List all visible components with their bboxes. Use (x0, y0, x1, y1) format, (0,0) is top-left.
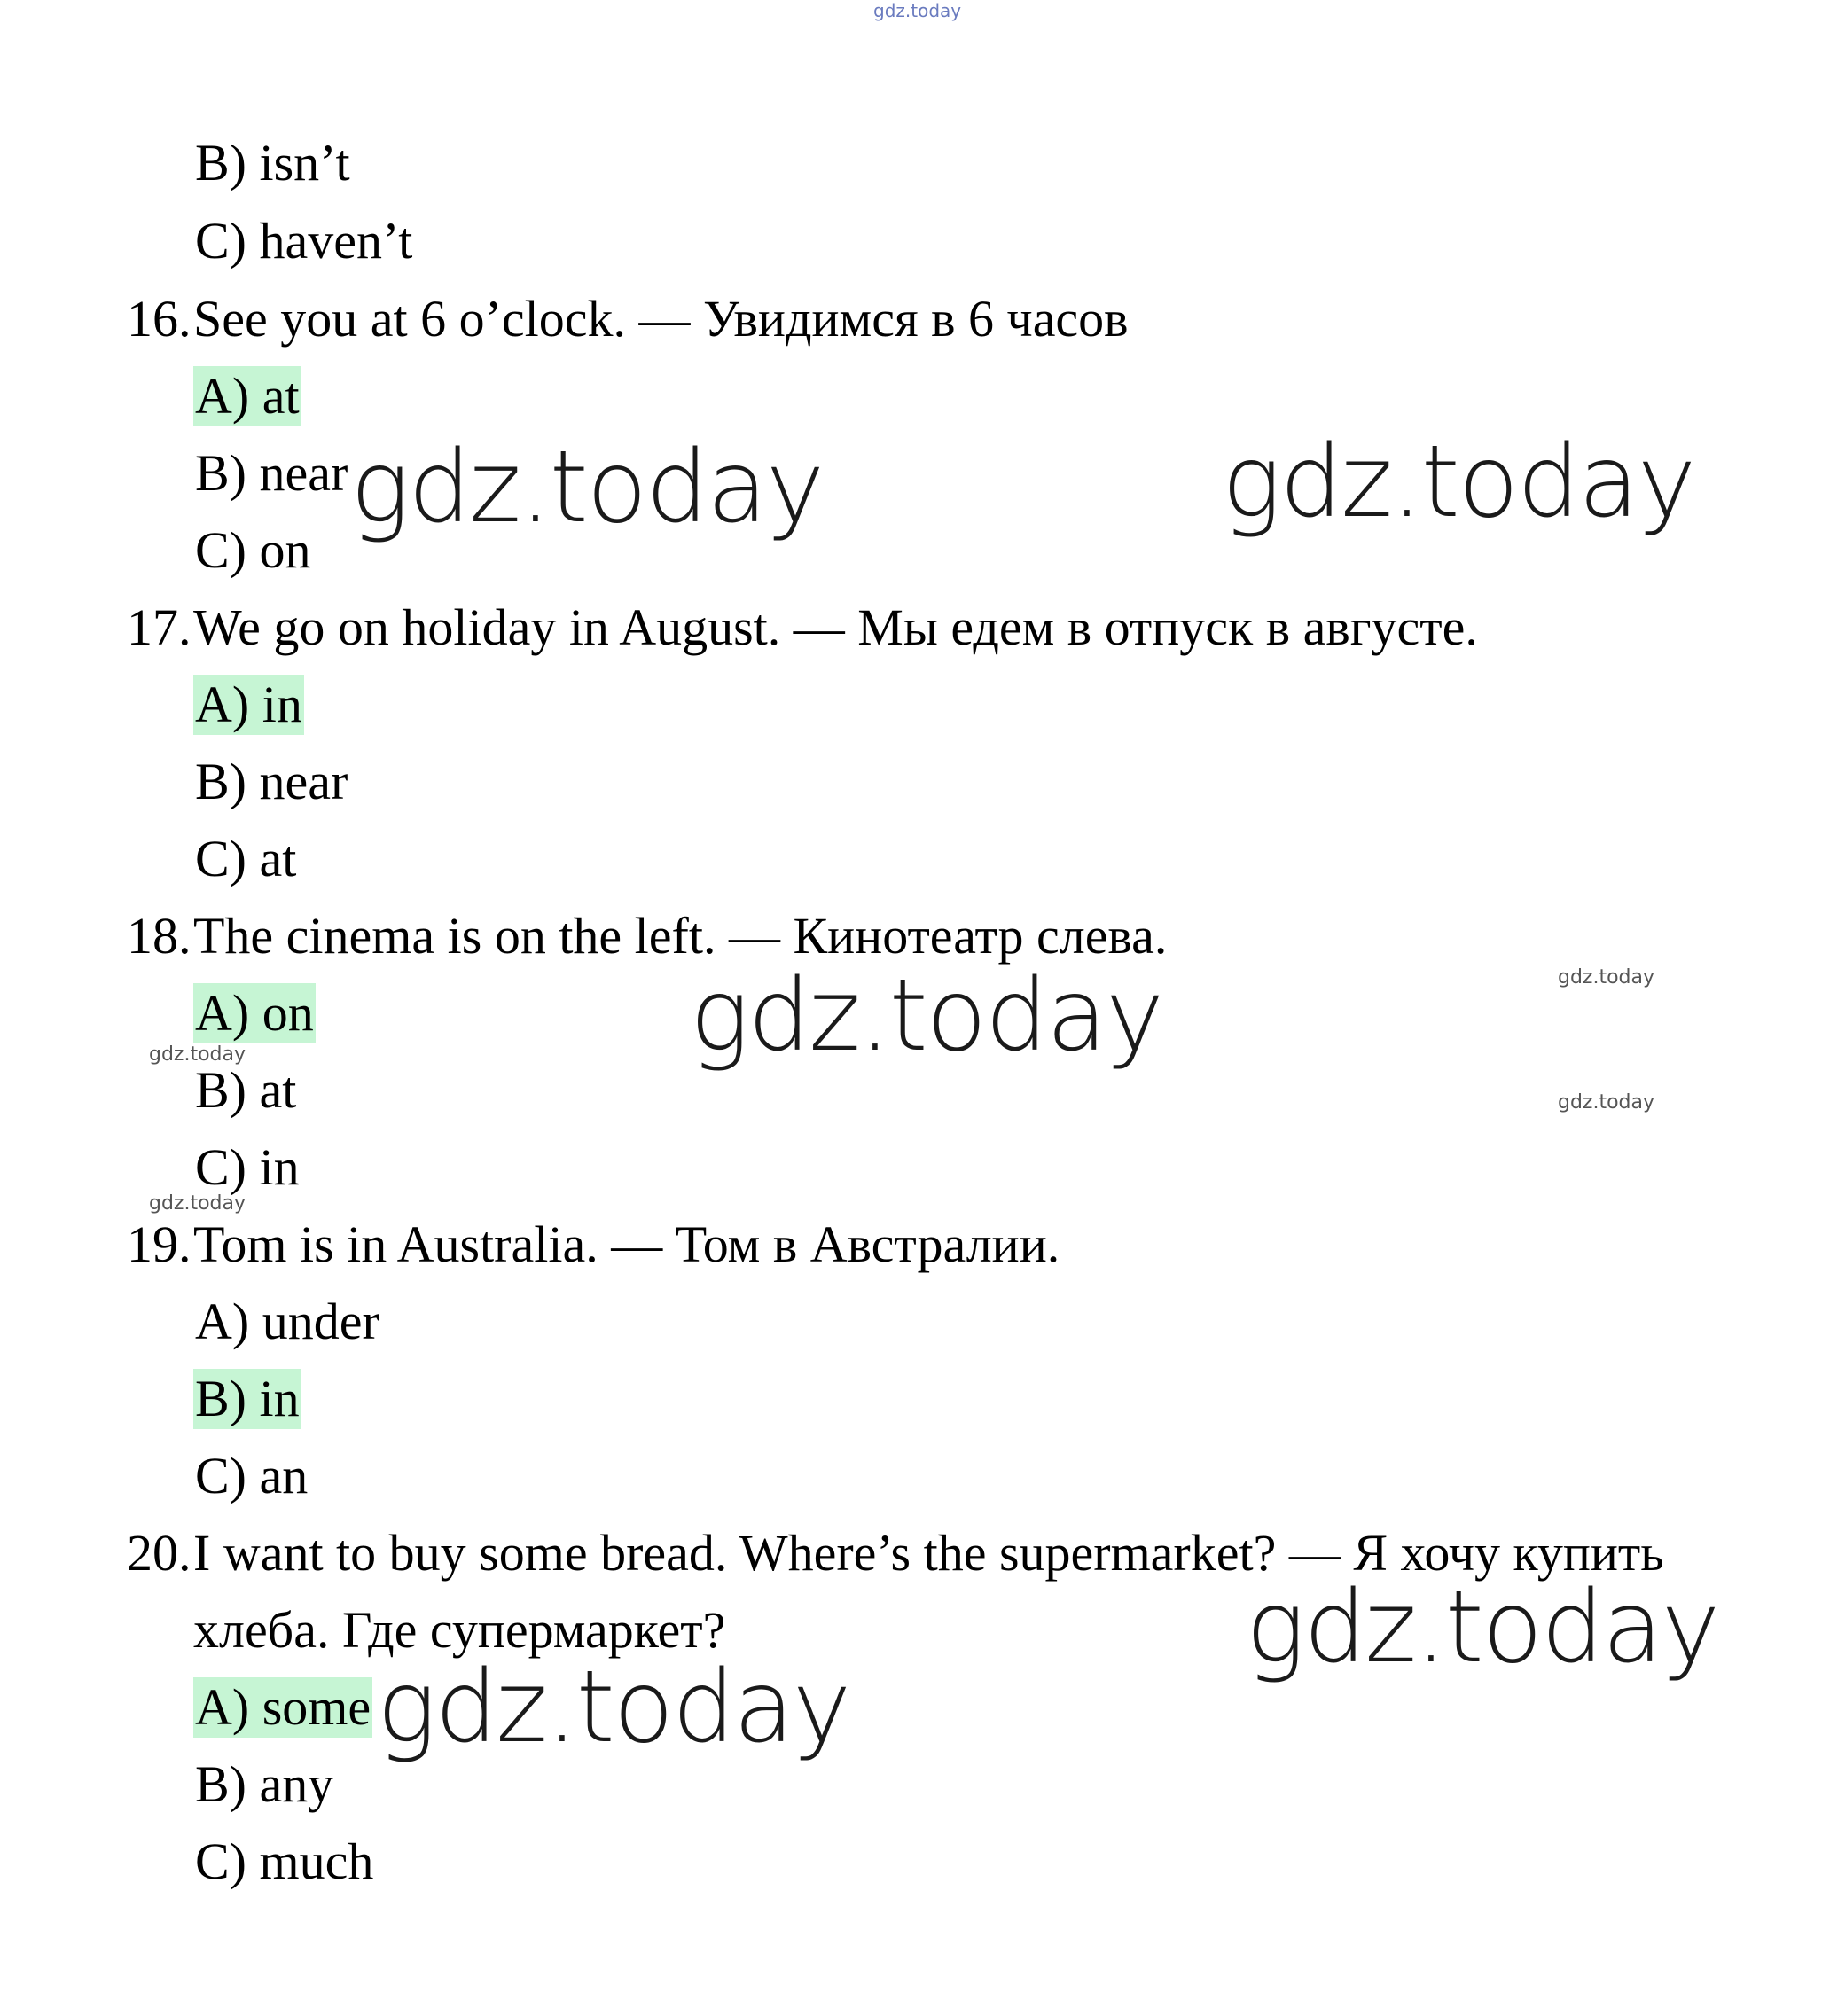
option-label: B) isn’t (195, 134, 350, 191)
question-text: Tom is in Australia. — Том в Австралии. (193, 1215, 1060, 1273)
question-18 (127, 906, 1167, 966)
question-number: 17. (127, 598, 192, 656)
option-label: C) at (195, 830, 297, 887)
question-16 (127, 289, 1129, 349)
question-16-option-c (193, 520, 313, 581)
option-label: B) near (195, 753, 348, 810)
question-number: 19. (127, 1215, 192, 1273)
question-text: The cinema is on the left. — Кинотеатр слева. (193, 907, 1168, 965)
watermark-large: gdz.today (690, 958, 1163, 1074)
question-19-option-b (193, 1369, 301, 1429)
option-label: A) in (195, 676, 302, 733)
watermark-small: gdz.today (149, 1043, 246, 1066)
option-label: C) in (195, 1138, 300, 1196)
watermark-small: gdz.today (1558, 1091, 1655, 1113)
watermark-top: gdz.today (873, 0, 962, 21)
option-label: C) on (195, 521, 311, 579)
watermark-large: gdz.today (1222, 425, 1695, 540)
question-16-option-b (193, 443, 349, 504)
question-18-option-b (193, 1060, 298, 1121)
option-label: A) on (195, 984, 314, 1042)
question-20-option-b (193, 1754, 335, 1815)
option-label: C) much (195, 1832, 374, 1890)
question-text: See you at 6 o’clock. — Увидимся в 6 часов (193, 290, 1129, 348)
watermark-small: gdz.today (149, 1192, 246, 1215)
question-18-option-c (193, 1137, 301, 1198)
question-16-option-a (193, 366, 301, 426)
question-17-option-c (193, 829, 298, 889)
question-17-option-b (193, 752, 349, 812)
question-18-option-a (193, 983, 316, 1043)
question-text-continued: хлеба. Где супермаркет? (193, 1601, 726, 1659)
question-number: 18. (127, 907, 192, 965)
watermark-large: gdz.today (350, 430, 824, 545)
question-20-option-c (193, 1832, 375, 1892)
question-19 (127, 1215, 1060, 1275)
watermark-small: gdz.today (1558, 966, 1655, 988)
question-17-option-a (193, 675, 304, 735)
question-number: 16. (127, 290, 192, 348)
question-number: 20. (127, 1524, 192, 1582)
question-19-option-a (193, 1292, 381, 1352)
question-text: We go on holiday in August. — Мы едем в отпуск в августе. (193, 598, 1478, 656)
watermark-large: gdz.today (1246, 1570, 1719, 1685)
option-label: A) at (195, 367, 300, 425)
option-label: B) any (195, 1755, 334, 1813)
leading-option-b (193, 133, 352, 193)
option-label: A) some (195, 1678, 371, 1736)
option-label: C) haven’t (195, 212, 413, 270)
question-17 (127, 598, 1478, 658)
watermark-large: gdz.today (377, 1650, 850, 1765)
option-label: B) at (195, 1061, 297, 1119)
question-20-option-a (193, 1677, 372, 1738)
option-label: B) in (195, 1370, 300, 1427)
option-label: B) near (195, 444, 348, 502)
question-19-option-c (193, 1446, 309, 1506)
option-label: C) an (195, 1447, 309, 1504)
leading-option-c (193, 211, 414, 271)
question-text: I want to buy some bread. Where’s the supermarket? — Я хочу купить (193, 1524, 1664, 1582)
option-label: A) under (195, 1293, 379, 1350)
